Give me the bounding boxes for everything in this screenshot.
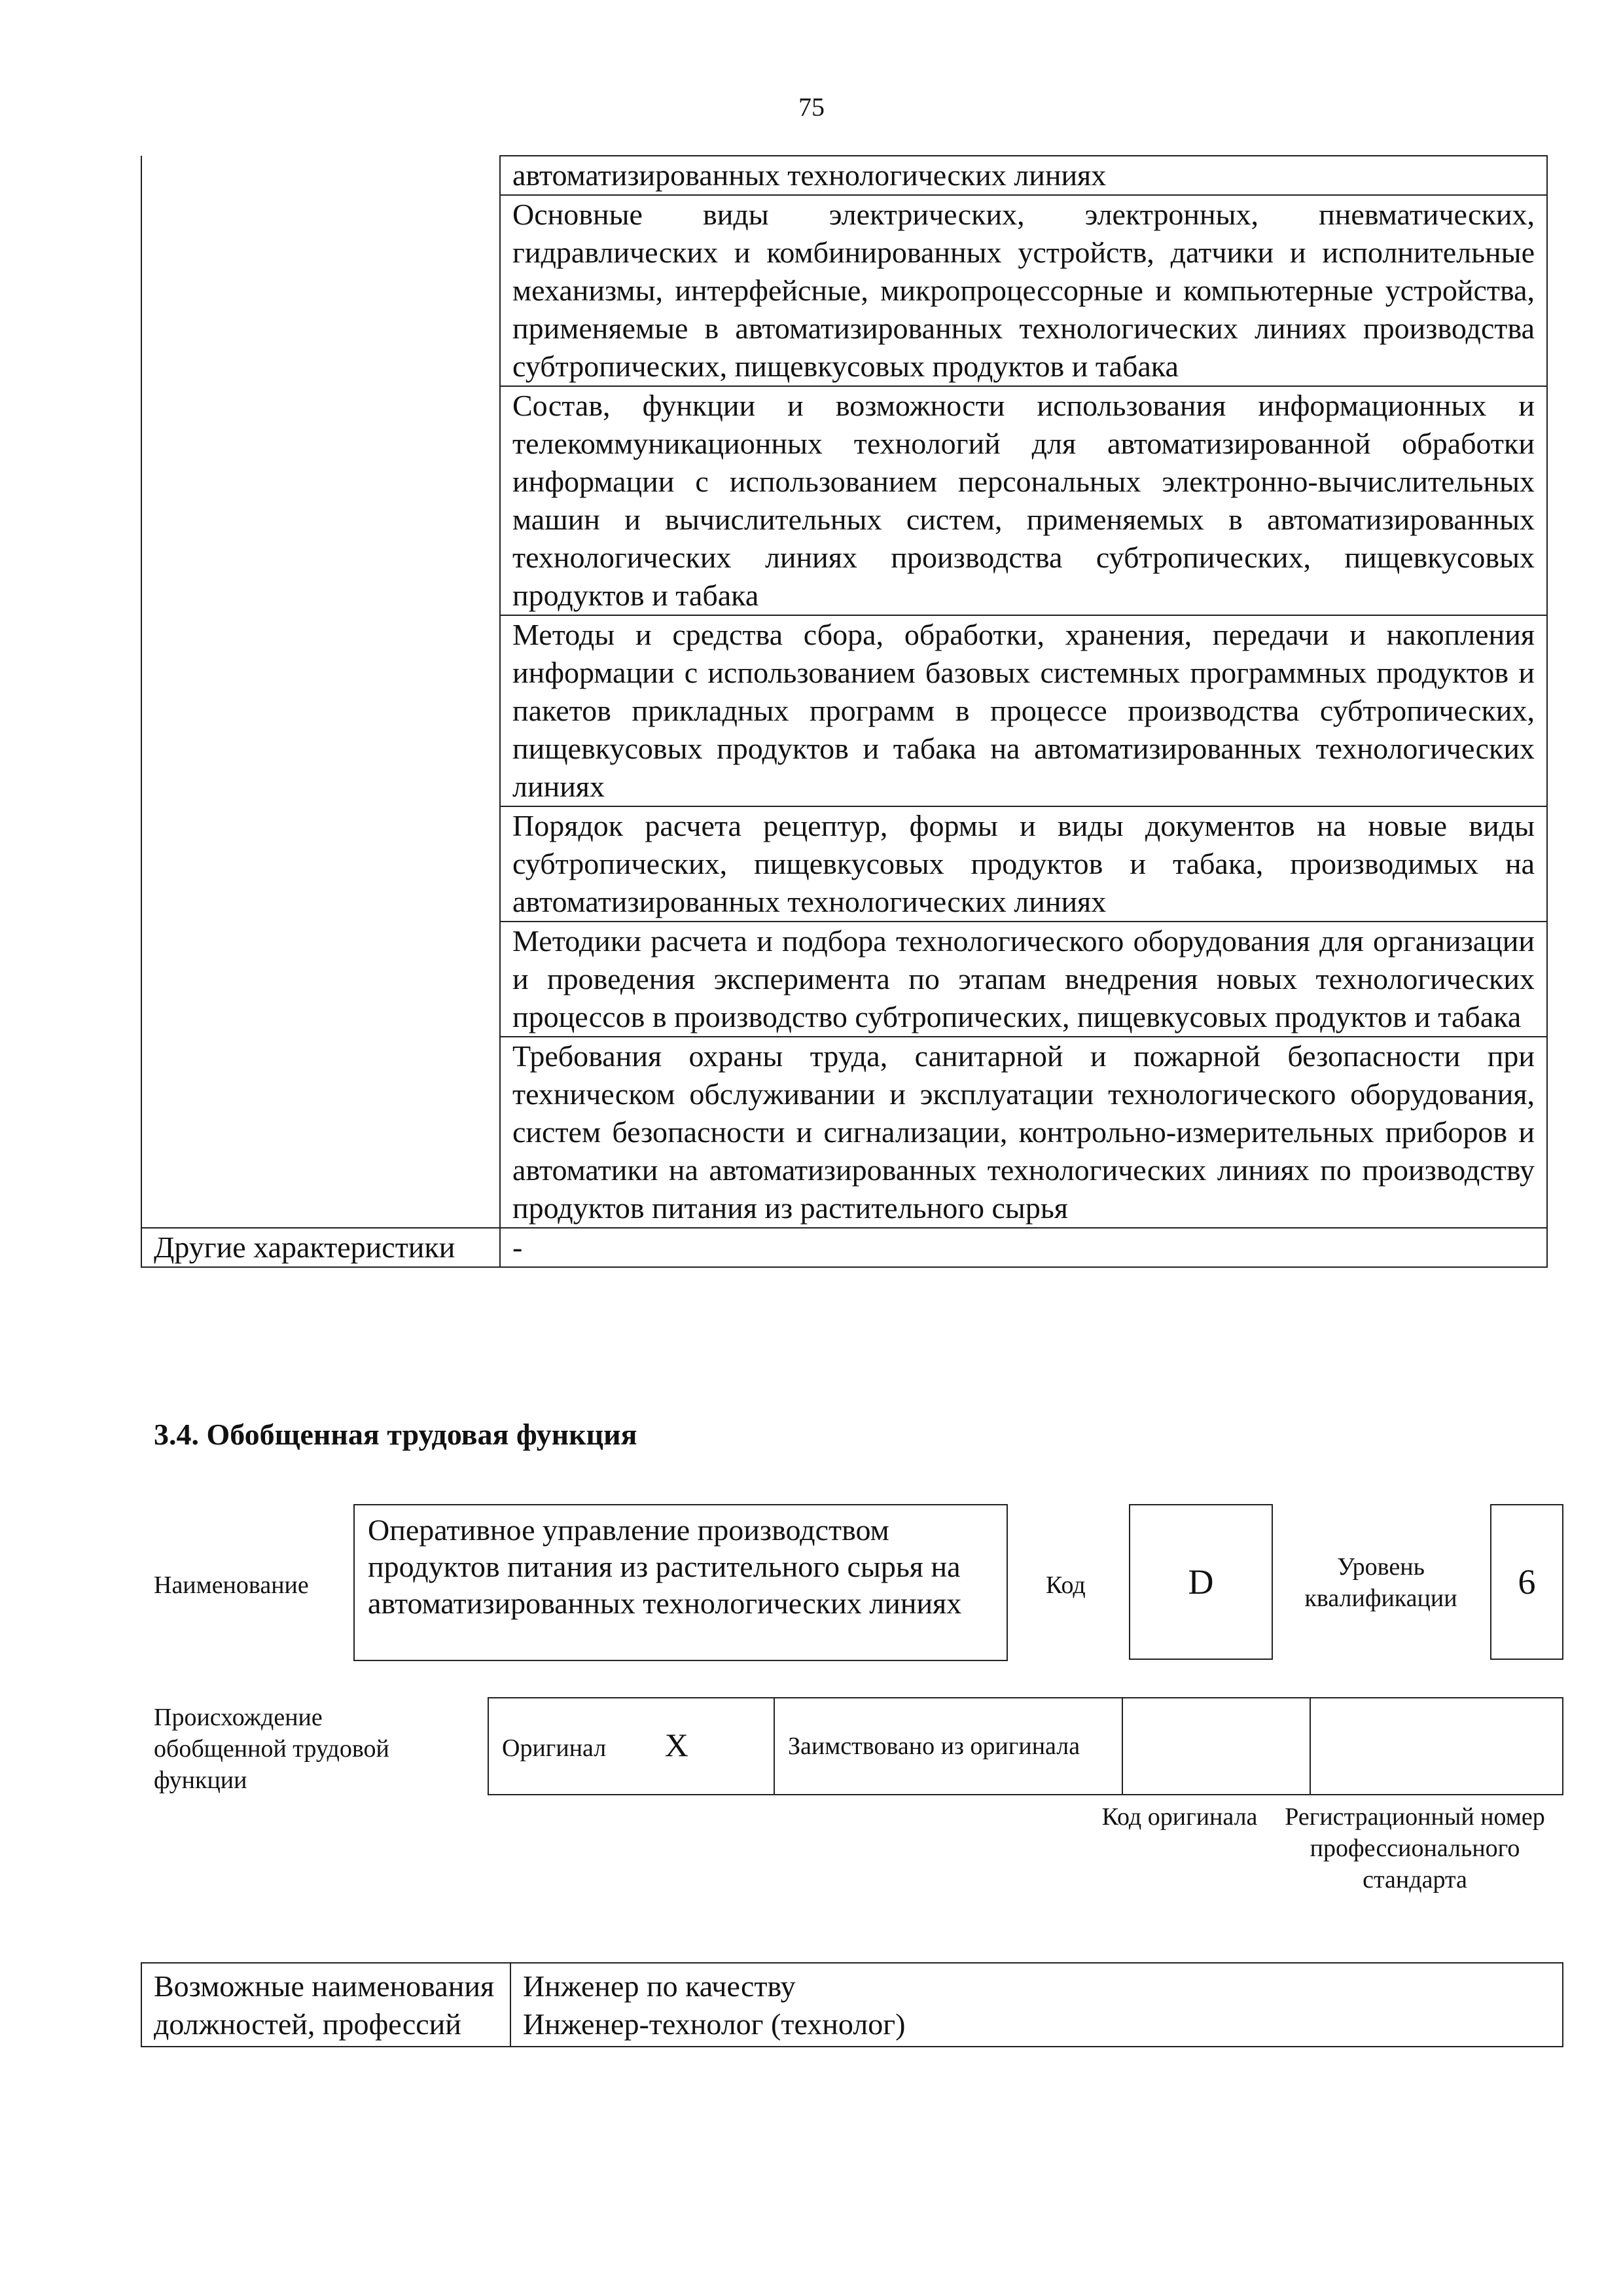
borrowed-label: Заимствовано из оригинала <box>774 1698 1122 1795</box>
label-cell-blank <box>141 1037 500 1228</box>
table-row <box>141 1963 1563 2047</box>
other-characteristics-label: Другие характеристики <box>141 1228 500 1267</box>
label-cell-blank <box>141 615 500 806</box>
section-title: 3.4. Обобщенная трудовая функция <box>154 1418 637 1451</box>
positions-values <box>510 1963 1563 2047</box>
position-item: Инженер по качеству <box>523 1969 796 2003</box>
label-cell-blank <box>141 156 500 195</box>
registration-caption: Регистрационный номер профессионального стандарта <box>1285 1803 1545 1893</box>
table-row <box>141 1037 1547 1228</box>
original-code-cell <box>1122 1698 1310 1795</box>
knowledge-item: Методы и средства сбора, обработки, хранения, передачи и накопления информации с использованием базовых системных программных продуктов и пакетов прикладных программ в процессе производства субтропических, пищевкусовых продуктов и табака на автоматизированных технологических линиях <box>500 615 1547 806</box>
table-row <box>141 386 1547 615</box>
positions-table <box>141 1962 1563 2047</box>
other-characteristics-value: - <box>500 1228 1547 1267</box>
original-label: Оригинал <box>502 1734 607 1762</box>
table-row <box>141 195 1547 386</box>
table-row <box>488 1698 1563 1795</box>
label-cell-blank <box>141 806 500 922</box>
label-cell-blank <box>141 386 500 615</box>
label-cell-blank <box>141 922 500 1037</box>
knowledge-item: Порядок расчета рецептур, формы и виды документов на новые виды субтропических, пищевкусовых продуктов и табака, производимых на автоматизированных технологических линиях <box>500 806 1547 922</box>
knowledge-item: автоматизированных технологических линиях <box>500 156 1547 195</box>
knowledge-item: Методики расчета и подбора технологического оборудования для организации и проведения эксперимента по этапам внедрения новых технологических процессов в производство субтропических, пищевкусовых продуктов и табака <box>500 922 1547 1037</box>
origin-original-cell <box>488 1698 774 1795</box>
page-number: 75 <box>798 92 825 122</box>
knowledge-table <box>141 155 1548 1268</box>
table-row <box>141 156 1547 195</box>
knowledge-item: Состав, функции и возможности использования информационных и телекоммуникационных технологий для автоматизированной обработки информации с использованием персональных электронно-вычислительных машин и вычислительных систем, применяемых в автоматизированных технологических линиях производства субтропических, пищевкусовых продуктов и табака <box>500 386 1547 615</box>
knowledge-item: Требования охраны труда, санитарной и пожарной безопасности при техническом обслуживании и эксплуатации технологического оборудования, систем безопасности и сигнализации, контрольно-измерительных приборов и автоматики на автоматизированных технологических линиях по производству продуктов питания из растительного сырья <box>500 1037 1547 1228</box>
table-row <box>141 806 1547 922</box>
level-value: 6 <box>1490 1504 1563 1660</box>
code-label: Код <box>1046 1571 1086 1599</box>
knowledge-item: Основные виды электрических, электронных, пневматических, гидравлических и комбинированных устройств, датчики и исполнительные механизмы, интерфейсные, микропроцессорные и компьютерные устройства, применяемые в автоматизированных технологических линиях производства субтропических, пищевкусовых продуктов и табака <box>500 195 1547 386</box>
code-caption: Код оригинала <box>1101 1803 1258 1831</box>
table-row <box>141 615 1547 806</box>
table-row <box>141 922 1547 1037</box>
name-label: Наименование <box>154 1571 309 1599</box>
level-label: Уровень квалификации <box>1304 1553 1457 1612</box>
origin-table <box>488 1697 1563 1795</box>
positions-label: Возможные наименования должностей, профессий <box>141 1963 510 2047</box>
position-item: Инженер-технолог (технолог) <box>523 2007 906 2041</box>
registration-number-cell <box>1310 1698 1563 1795</box>
label-cell-blank <box>141 195 500 386</box>
original-mark: X <box>664 1726 688 1763</box>
code-value: D <box>1129 1504 1273 1660</box>
function-name: Оперативное управление производством продуктов питания из растительного сырья на автоматизированных технологических линиях <box>353 1504 1008 1661</box>
origin-label: Происхождение обобщенной трудовой функции <box>154 1704 389 1794</box>
table-row <box>141 1228 1547 1267</box>
